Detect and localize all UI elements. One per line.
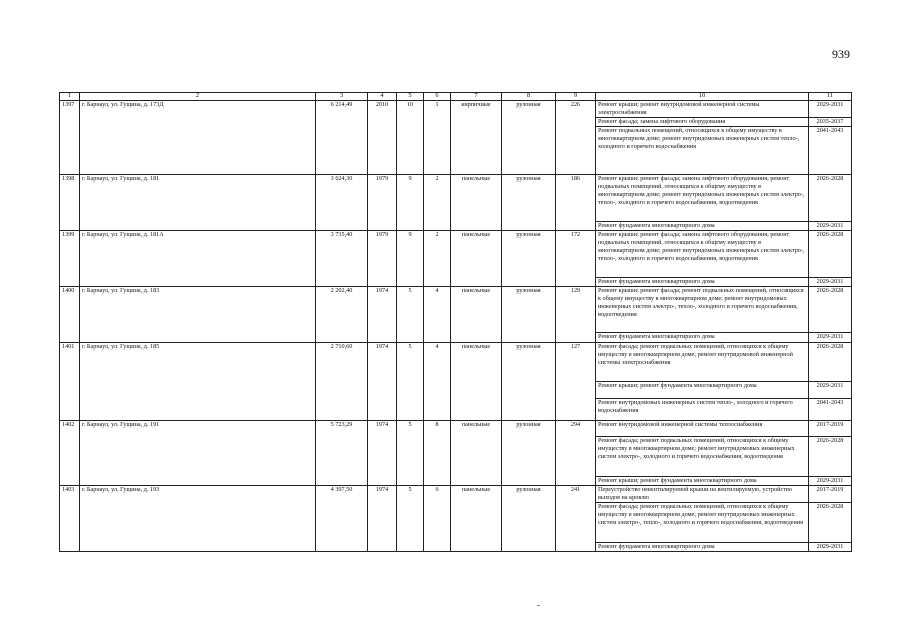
roof-type-cell: рулонная bbox=[502, 486, 556, 552]
repair-period-cell: 2029-2031 bbox=[809, 381, 852, 398]
residents-cell: 241 bbox=[556, 486, 596, 552]
column-header: 3 bbox=[316, 93, 368, 101]
table-row bbox=[60, 230, 852, 277]
repair-works-cell: Ремонт внутридомовых инженерных систем тепло-, холодного и горячего водоснабжения bbox=[596, 398, 809, 420]
repair-works-cell: Ремонт фундамента многоквартирного дома bbox=[596, 543, 809, 552]
repair-period-cell: 2026-2028 bbox=[809, 342, 852, 381]
table-row bbox=[60, 420, 852, 436]
repair-period-cell: 2029-2031 bbox=[809, 332, 852, 342]
area-cell: 3 624,30 bbox=[316, 174, 368, 230]
wall-material-cell: панельные bbox=[451, 342, 502, 420]
repair-works-cell: Переустройство невентилируемой крыши на вентилируемую, устройство выходов на кровлю bbox=[596, 486, 809, 503]
page-number: 939 bbox=[832, 47, 850, 61]
repair-works-cell: Ремонт фундамента многоквартирного дома bbox=[596, 332, 809, 342]
repair-period-cell: 2029-2031 bbox=[809, 543, 852, 552]
floors-cell: 9 bbox=[397, 174, 424, 230]
entrances-cell: 6 bbox=[424, 486, 451, 552]
entrances-cell: 2 bbox=[424, 174, 451, 230]
repair-period-cell: 2029-2031 bbox=[809, 476, 852, 485]
wall-material-cell: панельные bbox=[451, 286, 502, 342]
repair-works-cell: Ремонт фундамента многоквартирного дома bbox=[596, 277, 809, 286]
column-header: 5 bbox=[397, 93, 424, 101]
residents-cell: 226 bbox=[556, 100, 596, 174]
repair-works-cell: Ремонт крыши; ремонт фасада; ремонт подвальных помещений, относящихся к общему имуществу в многоквартирном доме; ремонт внутридомовых инженерных систем электро-, тепло-, холодного и горячего водоснабжения, водоотведения bbox=[596, 286, 809, 332]
column-number-row bbox=[60, 93, 852, 101]
address-cell: г. Барнаул, ул. Гущина, д. 191 bbox=[80, 420, 316, 485]
repair-works-cell: Ремонт крыши; ремонт фундамента многоквартирного дома bbox=[596, 381, 809, 398]
scan-speck bbox=[537, 605, 540, 606]
repair-period-cell: 2017-2019 bbox=[809, 486, 852, 503]
year-cell: 1974 bbox=[368, 342, 397, 420]
repair-period-cell: 2026-2028 bbox=[809, 174, 852, 221]
repair-period-cell: 2029-2031 bbox=[809, 100, 852, 117]
wall-material-cell: панельные bbox=[451, 230, 502, 286]
table-row bbox=[60, 174, 852, 221]
repair-period-cell: 2026-2028 bbox=[809, 230, 852, 277]
floors-cell: 5 bbox=[397, 420, 424, 485]
building-number-cell: 1398 bbox=[60, 174, 80, 230]
repair-works-cell: Ремонт крыши; ремонт фундамента многоквартирного дома bbox=[596, 476, 809, 485]
wall-material-cell: панельные bbox=[451, 486, 502, 552]
table-row bbox=[60, 342, 852, 381]
repair-works-cell: Ремонт фасада; замена лифтового оборудования bbox=[596, 117, 809, 126]
residents-cell: 294 bbox=[556, 420, 596, 485]
roof-type-cell: рулонная bbox=[502, 174, 556, 230]
year-cell: 1974 bbox=[368, 486, 397, 552]
floors-cell: 10 bbox=[397, 100, 424, 174]
repair-period-cell: 2026-2028 bbox=[809, 286, 852, 332]
roof-type-cell: рулонная bbox=[502, 342, 556, 420]
floors-cell: 5 bbox=[397, 286, 424, 342]
address-cell: г. Барнаул, ул. Гущина, д. 173Д bbox=[80, 100, 316, 174]
area-cell: 5 723,29 bbox=[316, 420, 368, 485]
address-cell: г. Барнаул, ул. Гущина, д. 183 bbox=[80, 286, 316, 342]
building-number-cell: 1402 bbox=[60, 420, 80, 485]
year-cell: 2010 bbox=[368, 100, 397, 174]
floors-cell: 9 bbox=[397, 230, 424, 286]
roof-type-cell: рулонная bbox=[502, 286, 556, 342]
residents-cell: 129 bbox=[556, 286, 596, 342]
entrances-cell: 8 bbox=[424, 420, 451, 485]
residents-cell: 127 bbox=[556, 342, 596, 420]
year-cell: 1979 bbox=[368, 174, 397, 230]
repair-period-cell: 2041-2043 bbox=[809, 398, 852, 420]
building-number-cell: 1399 bbox=[60, 230, 80, 286]
table-row bbox=[60, 100, 852, 117]
floors-cell: 5 bbox=[397, 486, 424, 552]
area-cell: 6 214,49 bbox=[316, 100, 368, 174]
repair-works-cell: Ремонт внутридомовой инженерной системы теплоснабжения bbox=[596, 420, 809, 436]
roof-type-cell: рулонная bbox=[502, 230, 556, 286]
wall-material-cell: панельные bbox=[451, 420, 502, 485]
year-cell: 1974 bbox=[368, 286, 397, 342]
area-cell: 4 397,50 bbox=[316, 486, 368, 552]
wall-material-cell: кирпичные bbox=[451, 100, 502, 174]
column-header: 9 bbox=[556, 93, 596, 101]
repair-period-cell: 2035-2037 bbox=[809, 117, 852, 126]
column-header: 8 bbox=[502, 93, 556, 101]
roof-type-cell: рулонная bbox=[502, 420, 556, 485]
year-cell: 1979 bbox=[368, 230, 397, 286]
repair-works-cell: Ремонт фасада; ремонт подвальных помещений, относящихся к общему имуществу в многоквартирном доме; ремонт внутридомовой инженерной системы электроснабжения bbox=[596, 342, 809, 381]
column-header: 1 bbox=[60, 93, 80, 101]
repair-works-cell: Ремонт подвальных помещений, относящихся к общему имуществу в многоквартирном доме; ремонт внутридомовых инженерных систем тепло-, холодного и горячего водоснабжения bbox=[596, 126, 809, 174]
repair-works-cell: Ремонт фундамента многоквартирного дома bbox=[596, 221, 809, 230]
repair-period-cell: 2026-2028 bbox=[809, 436, 852, 476]
repair-works-cell: Ремонт крыши; ремонт фасада; замена лифтового оборудования; ремонт подвальных помещений, относящихся к общему имуществу в многоквартирном доме; ремонт внутридомовых инженерных систем электро-, тепло-, холодного и горячего водоснабжения, водоотведения bbox=[596, 230, 809, 277]
repair-period-cell: 2041-2043 bbox=[809, 126, 852, 174]
column-header: 2 bbox=[80, 93, 316, 101]
repair-works-cell: Ремонт крыши; ремонт фасада; замена лифтового оборудования; ремонт подвальных помещений, относящихся к общему имуществу в многоквартирном доме; ремонт внутридомовых инженерных систем электро-, тепло-, холодного и горячего водоснабжения, водоотведения bbox=[596, 174, 809, 221]
column-header: 7 bbox=[451, 93, 502, 101]
floors-cell: 5 bbox=[397, 342, 424, 420]
column-header: 11 bbox=[809, 93, 852, 101]
repair-period-cell: 2029-2031 bbox=[809, 277, 852, 286]
area-cell: 2 710,60 bbox=[316, 342, 368, 420]
table-row bbox=[60, 286, 852, 332]
residents-cell: 172 bbox=[556, 230, 596, 286]
year-cell: 1974 bbox=[368, 420, 397, 485]
roof-type-cell: рулонная bbox=[502, 100, 556, 174]
repair-period-cell: 2026-2028 bbox=[809, 503, 852, 543]
repair-period-cell: 2029-2031 bbox=[809, 221, 852, 230]
area-cell: 2 202,40 bbox=[316, 286, 368, 342]
column-header: 6 bbox=[424, 93, 451, 101]
entrances-cell: 4 bbox=[424, 342, 451, 420]
repair-works-cell: Ремонт фасада; ремонт подвальных помещений, относящихся к общему имуществу в многоквартирном доме; ремонт внутридомовых инженерных систем электро-, холодного и горячего водоснабжения, водоотведения bbox=[596, 436, 809, 476]
address-cell: г. Барнаул, ул. Гущина, д. 193 bbox=[80, 486, 316, 552]
residents-cell: 186 bbox=[556, 174, 596, 230]
address-cell: г. Барнаул, ул. Гущина, д. 185 bbox=[80, 342, 316, 420]
repair-works-cell: Ремонт фасада; ремонт подвальных помещений, относящихся к общему имуществу в многоквартирном доме; ремонт внутридомовых инженерных систем электро-, тепло-, холодного и горячего водоснабжения, водоотведения bbox=[596, 503, 809, 543]
building-number-cell: 1397 bbox=[60, 100, 80, 174]
address-cell: г. Барнаул, ул. Гущина, д. 181 bbox=[80, 174, 316, 230]
table-body bbox=[60, 93, 852, 552]
entrances-cell: 2 bbox=[424, 230, 451, 286]
area-cell: 3 735,40 bbox=[316, 230, 368, 286]
column-header: 4 bbox=[368, 93, 397, 101]
wall-material-cell: панельные bbox=[451, 174, 502, 230]
column-header: 10 bbox=[596, 93, 809, 101]
address-cell: г. Барнаул, ул. Гущина, д. 181А bbox=[80, 230, 316, 286]
entrances-cell: 4 bbox=[424, 286, 451, 342]
building-number-cell: 1401 bbox=[60, 342, 80, 420]
table-row bbox=[60, 486, 852, 503]
repair-works-cell: Ремонт крыши; ремонт внутридомовой инженерной системы электроснабжения bbox=[596, 100, 809, 117]
housing-repair-table bbox=[59, 92, 852, 552]
building-number-cell: 1400 bbox=[60, 286, 80, 342]
entrances-cell: 1 bbox=[424, 100, 451, 174]
building-number-cell: 1403 bbox=[60, 486, 80, 552]
repair-period-cell: 2017-2019 bbox=[809, 420, 852, 436]
